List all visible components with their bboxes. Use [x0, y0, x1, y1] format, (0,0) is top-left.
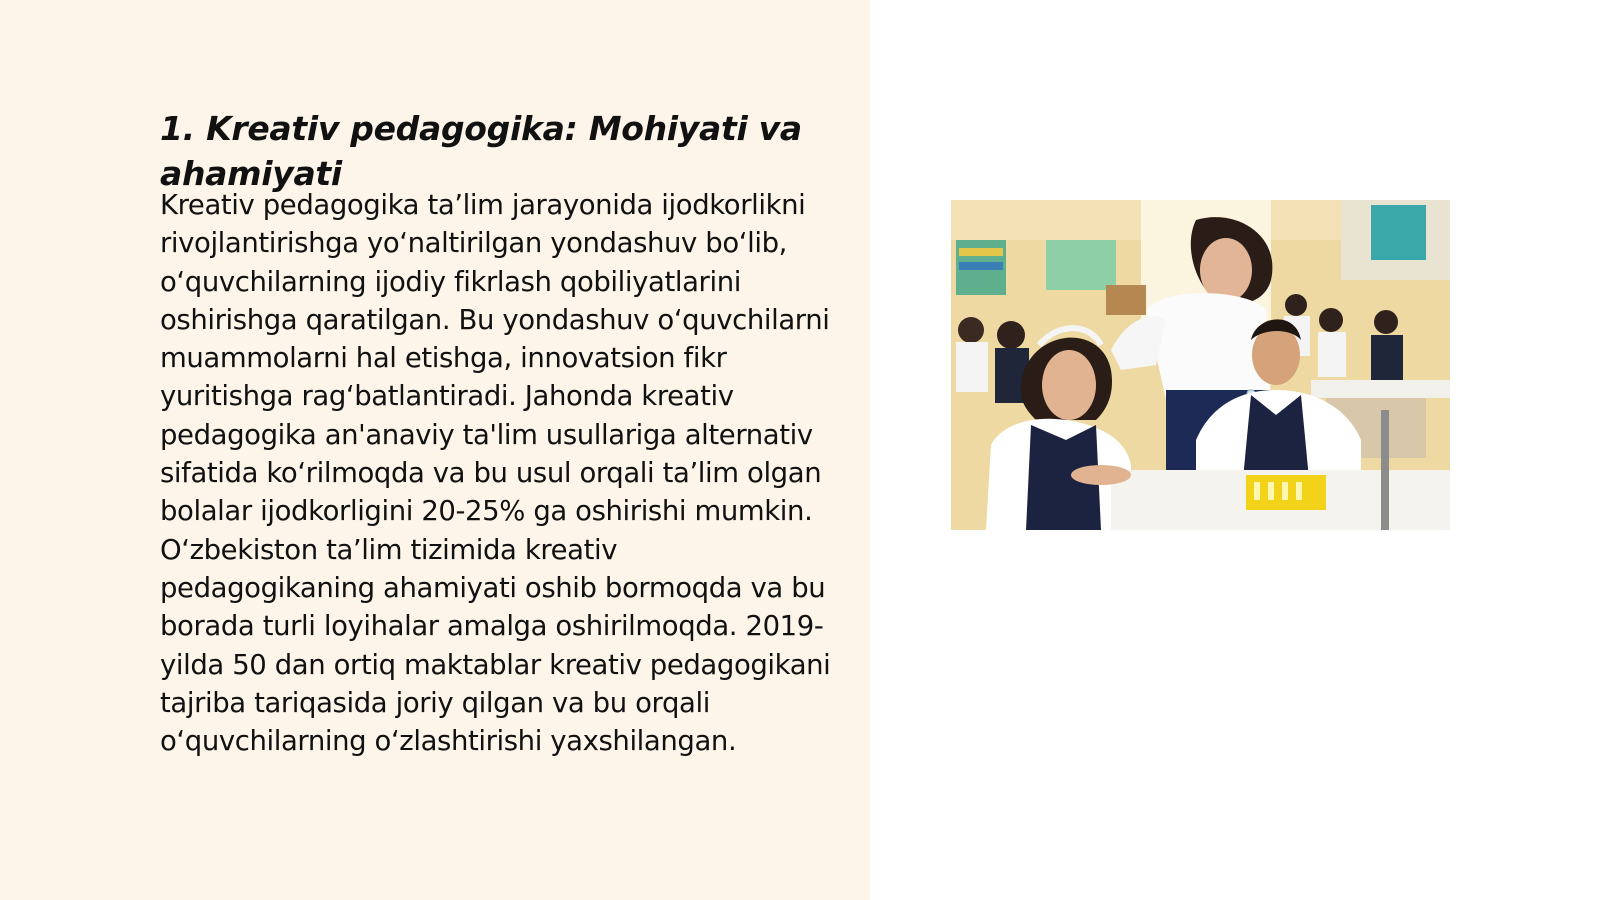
slide-title: 1. Kreativ pedagogika: Mohiyati va ahamiyati: [160, 109, 802, 193]
slide-body-text: Kreativ pedagogika ta’lim jarayonida ijodkorlikni rivojlantirishga yo‘naltirilgan yondashuv bo‘lib, o‘quvchilarning ijodiy fikrlash qobiliyatlarini oshirishga qaratilgan. Bu yondashuv o‘quvchilarni muammolarni hal etishga, innovatsion fikr yuritishga rag‘batlantiradi. Jahonda kreativ pedagogika an'anaviy ta'lim usullariga alternativ sifatida ko‘rilmoqda va bu usul orqali ta’lim olgan bolalar ijodkorligini 20-25% ga oshirishi mumkin. O‘zbekiston ta’lim tizimida kreativ pedagogikaning ahamiyati oshib bormoqda va bu borada turli loyihalar amalga oshirilmoqda. 2019-yilda 50 dan ortiq maktablar kreativ pedagogikani tajriba tariqasida joriy qilgan va bu orqali o‘quvchilarning o‘zlashtirishi yaxshilangan.: [160, 189, 831, 758]
classroom-photo: [951, 200, 1450, 530]
